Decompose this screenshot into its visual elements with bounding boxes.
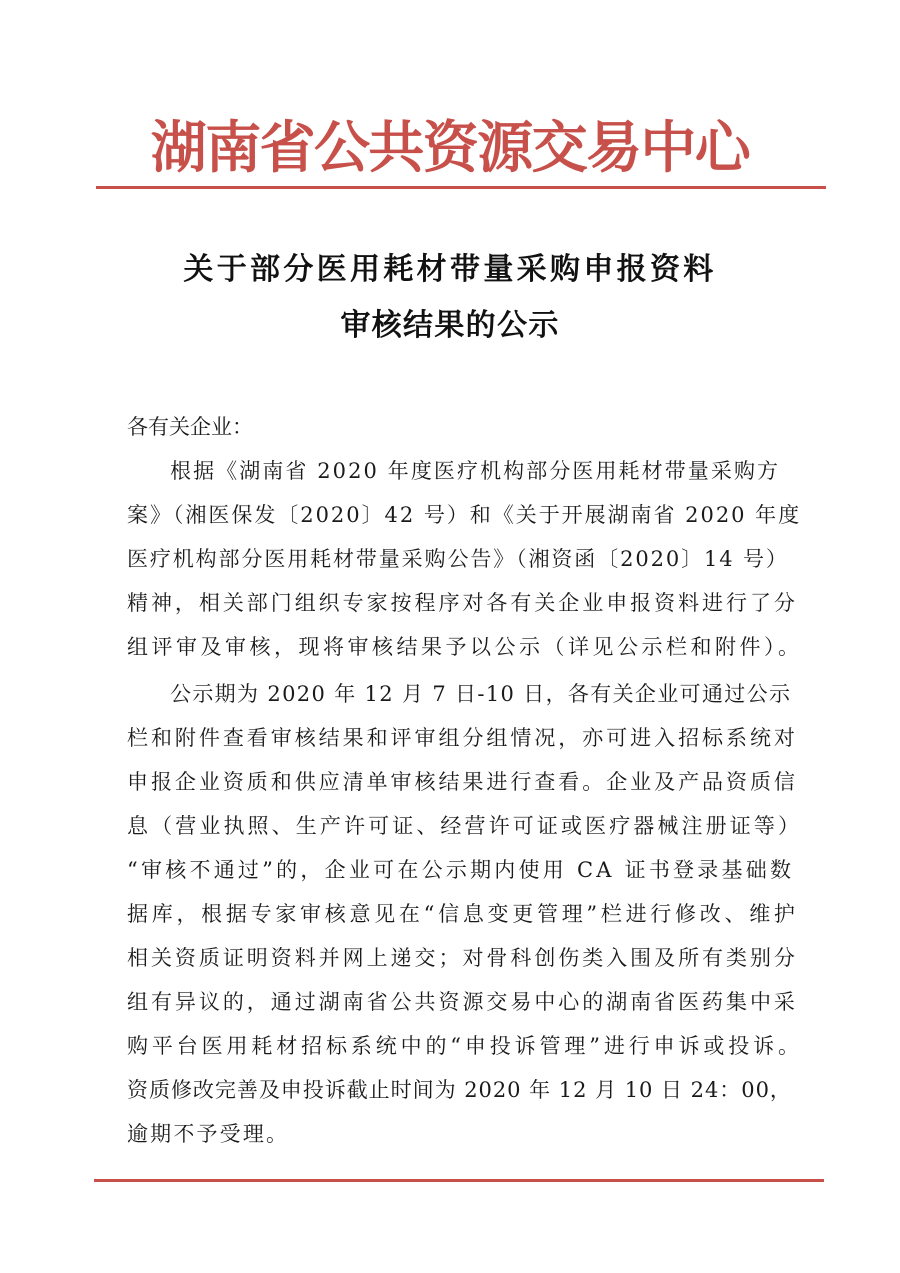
body-line: 精神，相关部门组织专家按程序对各有关企业申报资料进行了分 [127,591,798,615]
letterhead-org-name: 湖南省公共资源交易中心 [150,115,750,181]
document-title-line-2: 审核结果的公示 [340,308,560,343]
body-line: 医疗机构部分医用耗材带量采购公告》（湘资函〔2020〕14 号） [127,547,789,571]
body-line: 相关资质证明资料并网上递交；对骨科创伤类入围及所有类别分 [127,946,798,970]
footer-rule [94,1179,824,1182]
body-line: “审核不通过”的，企业可在公示期内使用 CA 证书登录基础数 [127,858,795,882]
body-line: 据库，根据专家审核意见在“信息变更管理”栏进行修改、维护 [127,902,799,926]
body-line: 申报企业资质和供应清单审核结果进行查看。企业及产品资质信 [127,770,798,794]
body-line: 组评审及审核，现将审核结果予以公示（详见公示栏和附件）。 [127,635,803,659]
letterhead-rule-top [96,186,826,189]
salutation: 各有关企业： [127,415,253,439]
body-line: 案》（湘医保发〔2020〕42 号）和《关于开展湖南省 2020 年度 [127,503,802,527]
body-line: 根据《湖南省 2020 年度医疗机构部分医用耗材带量采购方 [170,459,781,483]
body-line: 购平台医用耗材招标系统中的“申投诉管理”进行申诉或投诉。 [127,1034,803,1058]
body-line: 息（营业执照、生产许可证、经营许可证或医疗器械注册证等） [127,814,803,838]
body-line: 资质修改完善及申投诉截止时间为 2020 年 12 月 10 日 24：00， [127,1078,792,1102]
document-title-line-1: 关于部分医用耗材带量采购申报资料 [183,252,717,287]
body-line: 栏和附件查看审核结果和评审组分组情况，亦可进入招标系统对 [127,726,798,750]
body-line: 逾期不予受理。 [127,1122,290,1146]
body-line: 公示期为 2020 年 12 月 7 日-10 日，各有关企业可通过公示 [170,682,792,706]
body-line: 组有异议的，通过湖南省公共资源交易中心的湖南省医药集中采 [127,990,798,1014]
